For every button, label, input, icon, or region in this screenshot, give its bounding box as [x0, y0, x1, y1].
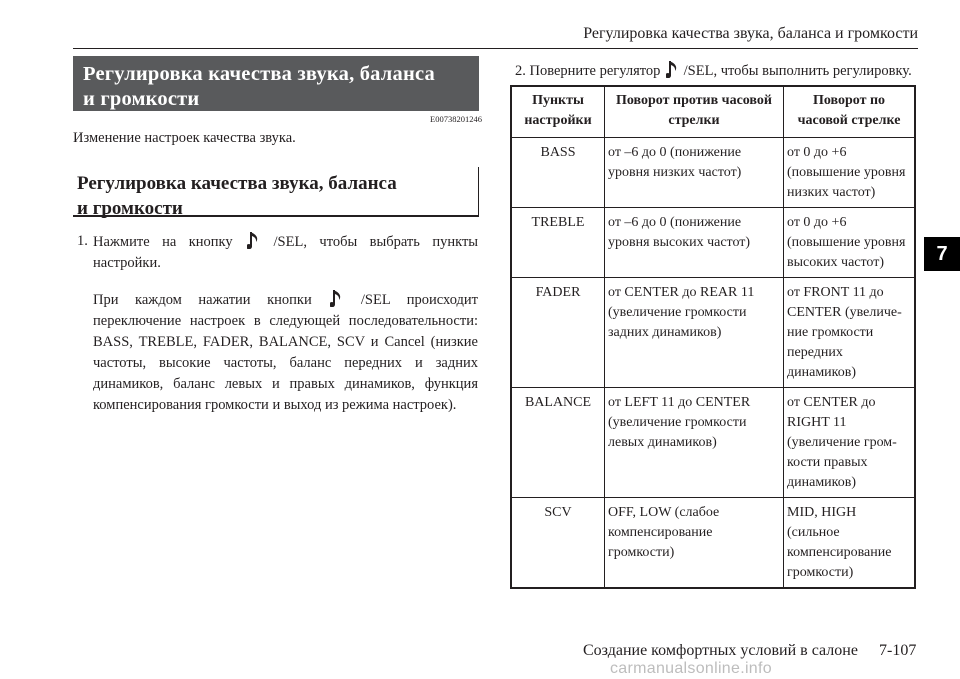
step-2-text-b: /SEL, чтобы выполнить регулировку.	[683, 63, 912, 79]
document-code: E00738201246	[430, 114, 482, 124]
intro-text: Изменение настроек качества звука.	[73, 130, 296, 146]
cw-value: от CENTER до RIGHT 11 (увеличение громкости правых динамиков)	[784, 388, 916, 498]
banner-line-2: и громкости	[83, 88, 200, 110]
subheading-line-2: и громкости	[77, 198, 183, 219]
cw-value: MID, HIGH (сильное компенсирование громкости)	[784, 498, 916, 589]
step-1-text-a: Нажмите на кнопку	[93, 234, 233, 250]
step-1	[73, 231, 478, 431]
setting-name: TREBLE	[511, 208, 605, 278]
music-note-icon	[330, 289, 342, 307]
header-rule	[73, 48, 918, 49]
table-row	[511, 138, 915, 208]
banner-line-1: Регулировка качества звука, баланса	[83, 63, 435, 85]
table-header-row	[511, 86, 915, 138]
cw-value: от 0 до +6 (повышение уровня высоких частот)	[784, 208, 916, 278]
column-header-cw: Поворот по часовой стрелке	[784, 86, 916, 138]
setting-name: BASS	[511, 138, 605, 208]
music-note-icon	[666, 60, 678, 78]
column-header-item: Пункты настройки	[511, 86, 605, 138]
column-header-ccw: Поворот против часовой стрелки	[605, 86, 784, 138]
subheading-line-1: Регулировка качества звука, баланса	[77, 173, 397, 194]
chapter-tab: 7	[924, 237, 960, 271]
step-1-text-b: /SEL, чтобы выбрать пункты настройки.	[93, 234, 479, 271]
table-row	[511, 208, 915, 278]
cw-value: от FRONT 11 до CENTER (увеличение громкости передних динамиков)	[784, 278, 916, 388]
setting-name: FADER	[511, 278, 605, 388]
section-banner	[73, 56, 479, 111]
setting-name: BALANCE	[511, 388, 605, 498]
step-1-note	[93, 289, 478, 416]
step-1-note-a: При каждом нажатии кнопки	[93, 292, 312, 308]
table-row	[511, 498, 915, 589]
settings-table	[510, 85, 916, 589]
ccw-value: от LEFT 11 до CENTER (увеличение громкости левых динамиков)	[605, 388, 784, 498]
running-title: Регулировка качества звука, баланса и громкости	[583, 25, 918, 42]
ccw-value: от –6 до 0 (понижение уровня высоких частот)	[605, 208, 784, 278]
table-row	[511, 278, 915, 388]
setting-name: SCV	[511, 498, 605, 589]
watermark: carmanualsonline.info	[610, 660, 772, 677]
step-1-instruction	[93, 231, 478, 274]
cw-value: от 0 до +6 (повышение уровня низких частот)	[784, 138, 916, 208]
ccw-value: OFF, LOW (слабое компенсирование громкости)	[605, 498, 784, 589]
table-row	[511, 388, 915, 498]
step-1-note-b: /SEL происходит переключение настроек в следующей последовательности: BASS, TREBLE, FADER, BALANCE, SCV и Cancel (низкие частоты, высокие частоты, баланс передних и задних динамиков, баланс левых и правых динамиков, функция компенсирования громкости и выход из режима настроек).	[93, 292, 479, 413]
step-2	[515, 60, 912, 80]
music-note-icon	[247, 231, 259, 249]
ccw-value: от –6 до 0 (понижение уровня низких частот)	[605, 138, 784, 208]
subsection-heading	[73, 167, 479, 217]
step-1-number: 1.	[77, 233, 88, 249]
footer-section-title: Создание комфортных условий в салоне	[583, 642, 858, 659]
step-2-text-a: 2. Поверните регулятор	[515, 63, 661, 79]
page-number: 7-107	[879, 642, 917, 659]
ccw-value: от CENTER до REAR 11 (увеличение громкости задних динамиков)	[605, 278, 784, 388]
